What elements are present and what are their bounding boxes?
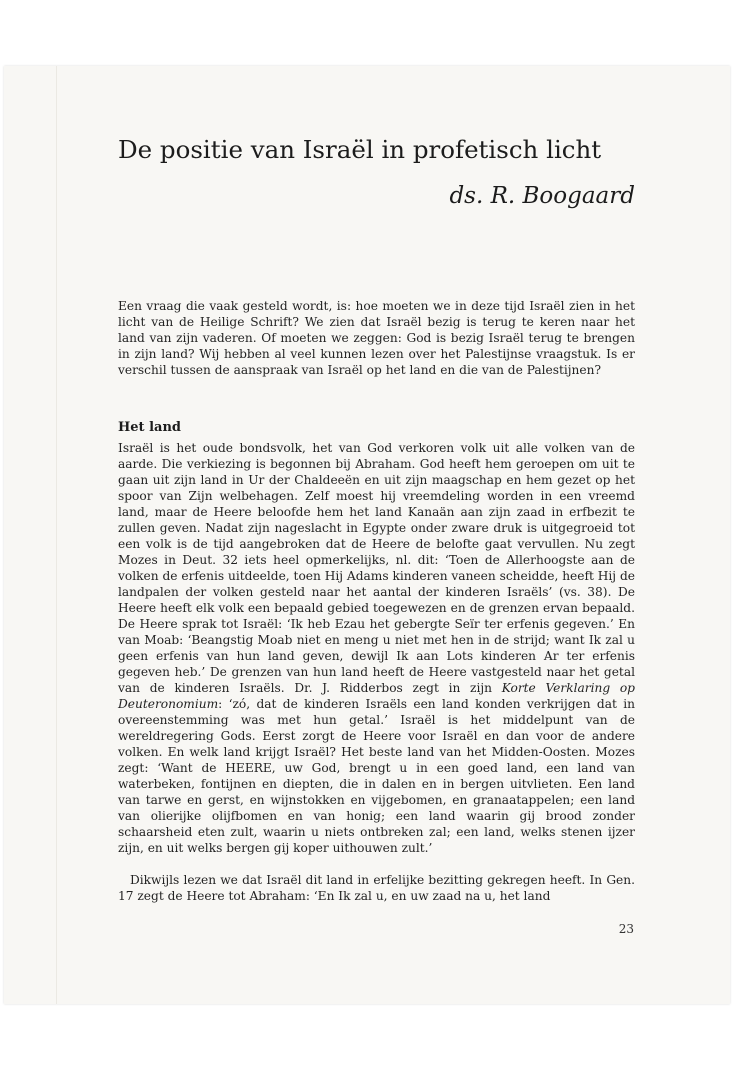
page-number: 23 <box>618 922 634 936</box>
body-paragraph <box>118 440 635 856</box>
body-text-part: : ‘zó, dat de kinderen Israëls een land konden verkrijgen dat in overeenstemming was met hun getal.’ Israël is het middelpunt van de wereldregering Gods. Eerst zorgt de Heere voor Israël en dan voor de andere volken. En welk land krijgt Israël? Het beste land van het Midden-Oosten. Mozes zegt: ‘Want de HEERE, uw God, brengt u in een goed land, een land van waterbeken, fontijnen en diepten, die in dalen en in bergen uitvlieten. Een land van tarwe en gerst, en wijnstokken en vijgebomen, en granaatappelen; een land van olierijke olijfbomen en van honig; een land waarin gij brood zonder schaarsheid eten zult, waarin u niets ontbreken zal; een land, welks stenen ijzer zijn, en uit welks bergen gij koper uithouwen zult.’ <box>118 697 635 855</box>
page-fold-line <box>56 66 57 1004</box>
intro-paragraph: Een vraag die vaak gesteld wordt, is: hoe moeten we in deze tijd Israël zien in het licht van de Heilige Schrift? We zien dat Israël bezig is terug te keren naar het land van zijn vaderen. Of moeten we zeggen: God is bezig Israël terug te brengen in zijn land? Wij hebben al veel kunnen lezen over het Palestijnse vraagstuk. Is er verschil tussen de aanspraak van Israël op het land en die van de Palestijnen? <box>118 299 635 377</box>
book-title-italic: Korte Verklaring op Deuteronomium <box>118 681 635 711</box>
section-heading: Het land <box>118 420 181 435</box>
body-paragraph: Dikwijls lezen we dat Israël dit land in erfelijke bezitting gekregen heeft. In Gen. 17 zegt de Heere tot Abraham: ‘En Ik zal u, en uw zaad na u, het land <box>118 873 635 903</box>
article-author: ds. R. Boogaard <box>449 183 635 209</box>
body-text-part: Israël is het oude bondsvolk, het van God verkoren volk uit alle volken van de aarde. Die verkiezing is begonnen bij Abraham. God heeft hem geroepen om uit te gaan uit zijn land in Ur der Chaldeeën en uit zijn maagschap en hem gezet op het spoor van Zijn welbehagen. Zelf moest hij vreemdeling worden in een vreemd land, maar de Heere beloofde hem het land Kanaän aan zijn zaad in erfbezit te zullen geven. Nadat zijn nageslacht in Egypte onder zware druk is uitgegroeid tot een volk is de tijd aangebroken dat de Heere de belofte gaat vervullen. Nu zegt Mozes in Deut. 32 iets heel opmerkelijks, nl. dit: ‘Toen de Allerhoogste aan de volken de erfenis uitdeelde, toen Hij Adams kinderen vaneen scheidde, heeft Hij de landpalen der volken gesteld naar het aantal der kinderen Israëls’ (vs. 38). De Heere heeft elk volk een bepaald gebied toegewezen en de grenzen ervan bepaald. De Heere sprak tot Israël: ‘Ik heb Ezau het gebergte Seïr ter erfenis gegeven.’ En van Moab: ‘Beangstig Moab niet en meng u niet met hen in de strijd; want Ik zal u geen erfenis van hun land geven, dewijl Ik aan Lots kinderen Ar ter erfenis gegeven heb.’ De grenzen van hun land heeft de Heere vastgesteld naar het getal van de kinderen Israëls. Dr. J. Ridderbos zegt in zijn <box>118 441 635 695</box>
article-title: De positie van Israël in profetisch licht <box>118 135 602 164</box>
